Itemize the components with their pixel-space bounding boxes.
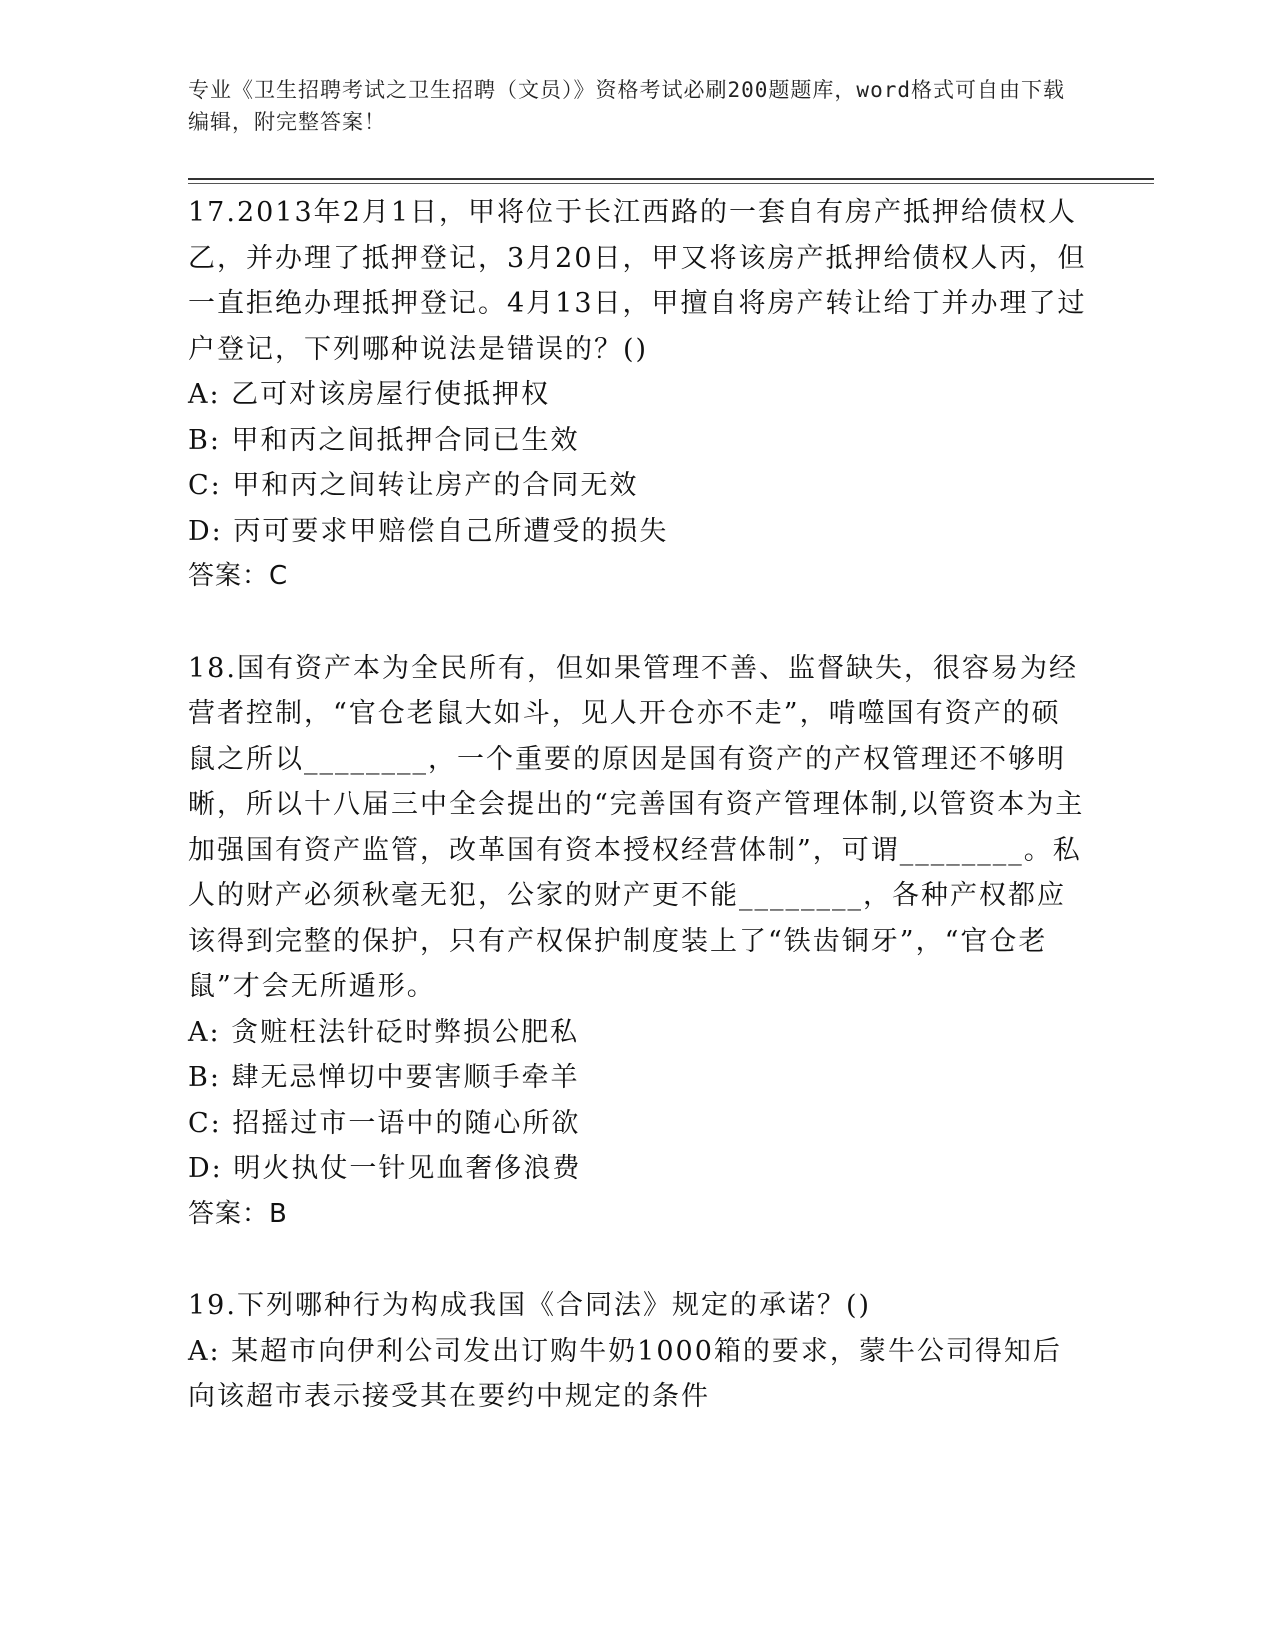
question-text: 19.下列哪种行为构成我国《合同法》规定的承诺？() [188, 1290, 872, 1321]
header-divider-thick [188, 178, 1154, 180]
answer-line: 答案：C [188, 561, 289, 591]
question-text: 17.2013年2月1日，甲将位于长江西路的一套自有房产抵押给债权人乙，并办理了抵押登记，3月20日，甲又将该房产抵押给债权人丙，但一直拒绝办理抵押登记。4月13日，甲擅自将房产转让给丁并办理了过户登记，下列哪种说法是错误的？() [188, 197, 1087, 365]
option-b: B: 肆无忌惮切中要害顺手牵羊 [188, 1062, 580, 1093]
option-a: A: 乙可对该房屋行使抵押权 [188, 379, 551, 410]
question-19 [188, 1283, 1088, 1420]
question-text: 18.国有资产本为全民所有，但如果管理不善、监督缺失，很容易为经营者控制，“官仓老鼠大如斗，见人开仓亦不走”，啃噬国有资产的硕鼠之所以________，一个重要的原因是国有资产的产权管理还不够明晰，所以十八届三中全会提出的“完善国有资产管理体制,以管资本为主加强国有资产监管，改革国有资本授权经营体制”，可谓________。私人的财产必须秋毫无犯，公家的财产更不能________，各种产权都应该得到完整的保护，只有产权保护制度装上了“铁齿铜牙”，“官仓老鼠”才会无所遁形。 [188, 652, 1085, 1002]
option-d: D: 丙可要求甲赔偿自己所遭受的损失 [188, 515, 669, 547]
option-c: C: 招摇过市一语中的随心所欲 [188, 1107, 581, 1139]
option-a: A: 某超市向伊利公司发出订购牛奶1000箱的要求，蒙牛公司得知后向该超市表示接受其在要约中规定的条件 [188, 1335, 1062, 1412]
option-a: A: 贪赃枉法针砭时弊损公肥私 [188, 1016, 580, 1048]
header-divider-thin [188, 183, 1154, 184]
option-d: D: 明火执仗一针见血奢侈浪费 [188, 1153, 582, 1184]
question-18 [188, 646, 1088, 1238]
option-b: B: 甲和丙之间抵押合同已生效 [188, 424, 580, 456]
answer-line: 答案：B [188, 1198, 288, 1229]
question-17 [188, 190, 1088, 600]
option-c: C: 甲和丙之间转让房产的合同无效 [188, 470, 639, 501]
question-list [188, 190, 1088, 1420]
document-header: 专业《卫生招聘考试之卫生招聘（文员）》资格考试必刷200题题库，word格式可自由下载编辑，附完整答案！ [188, 78, 1065, 134]
